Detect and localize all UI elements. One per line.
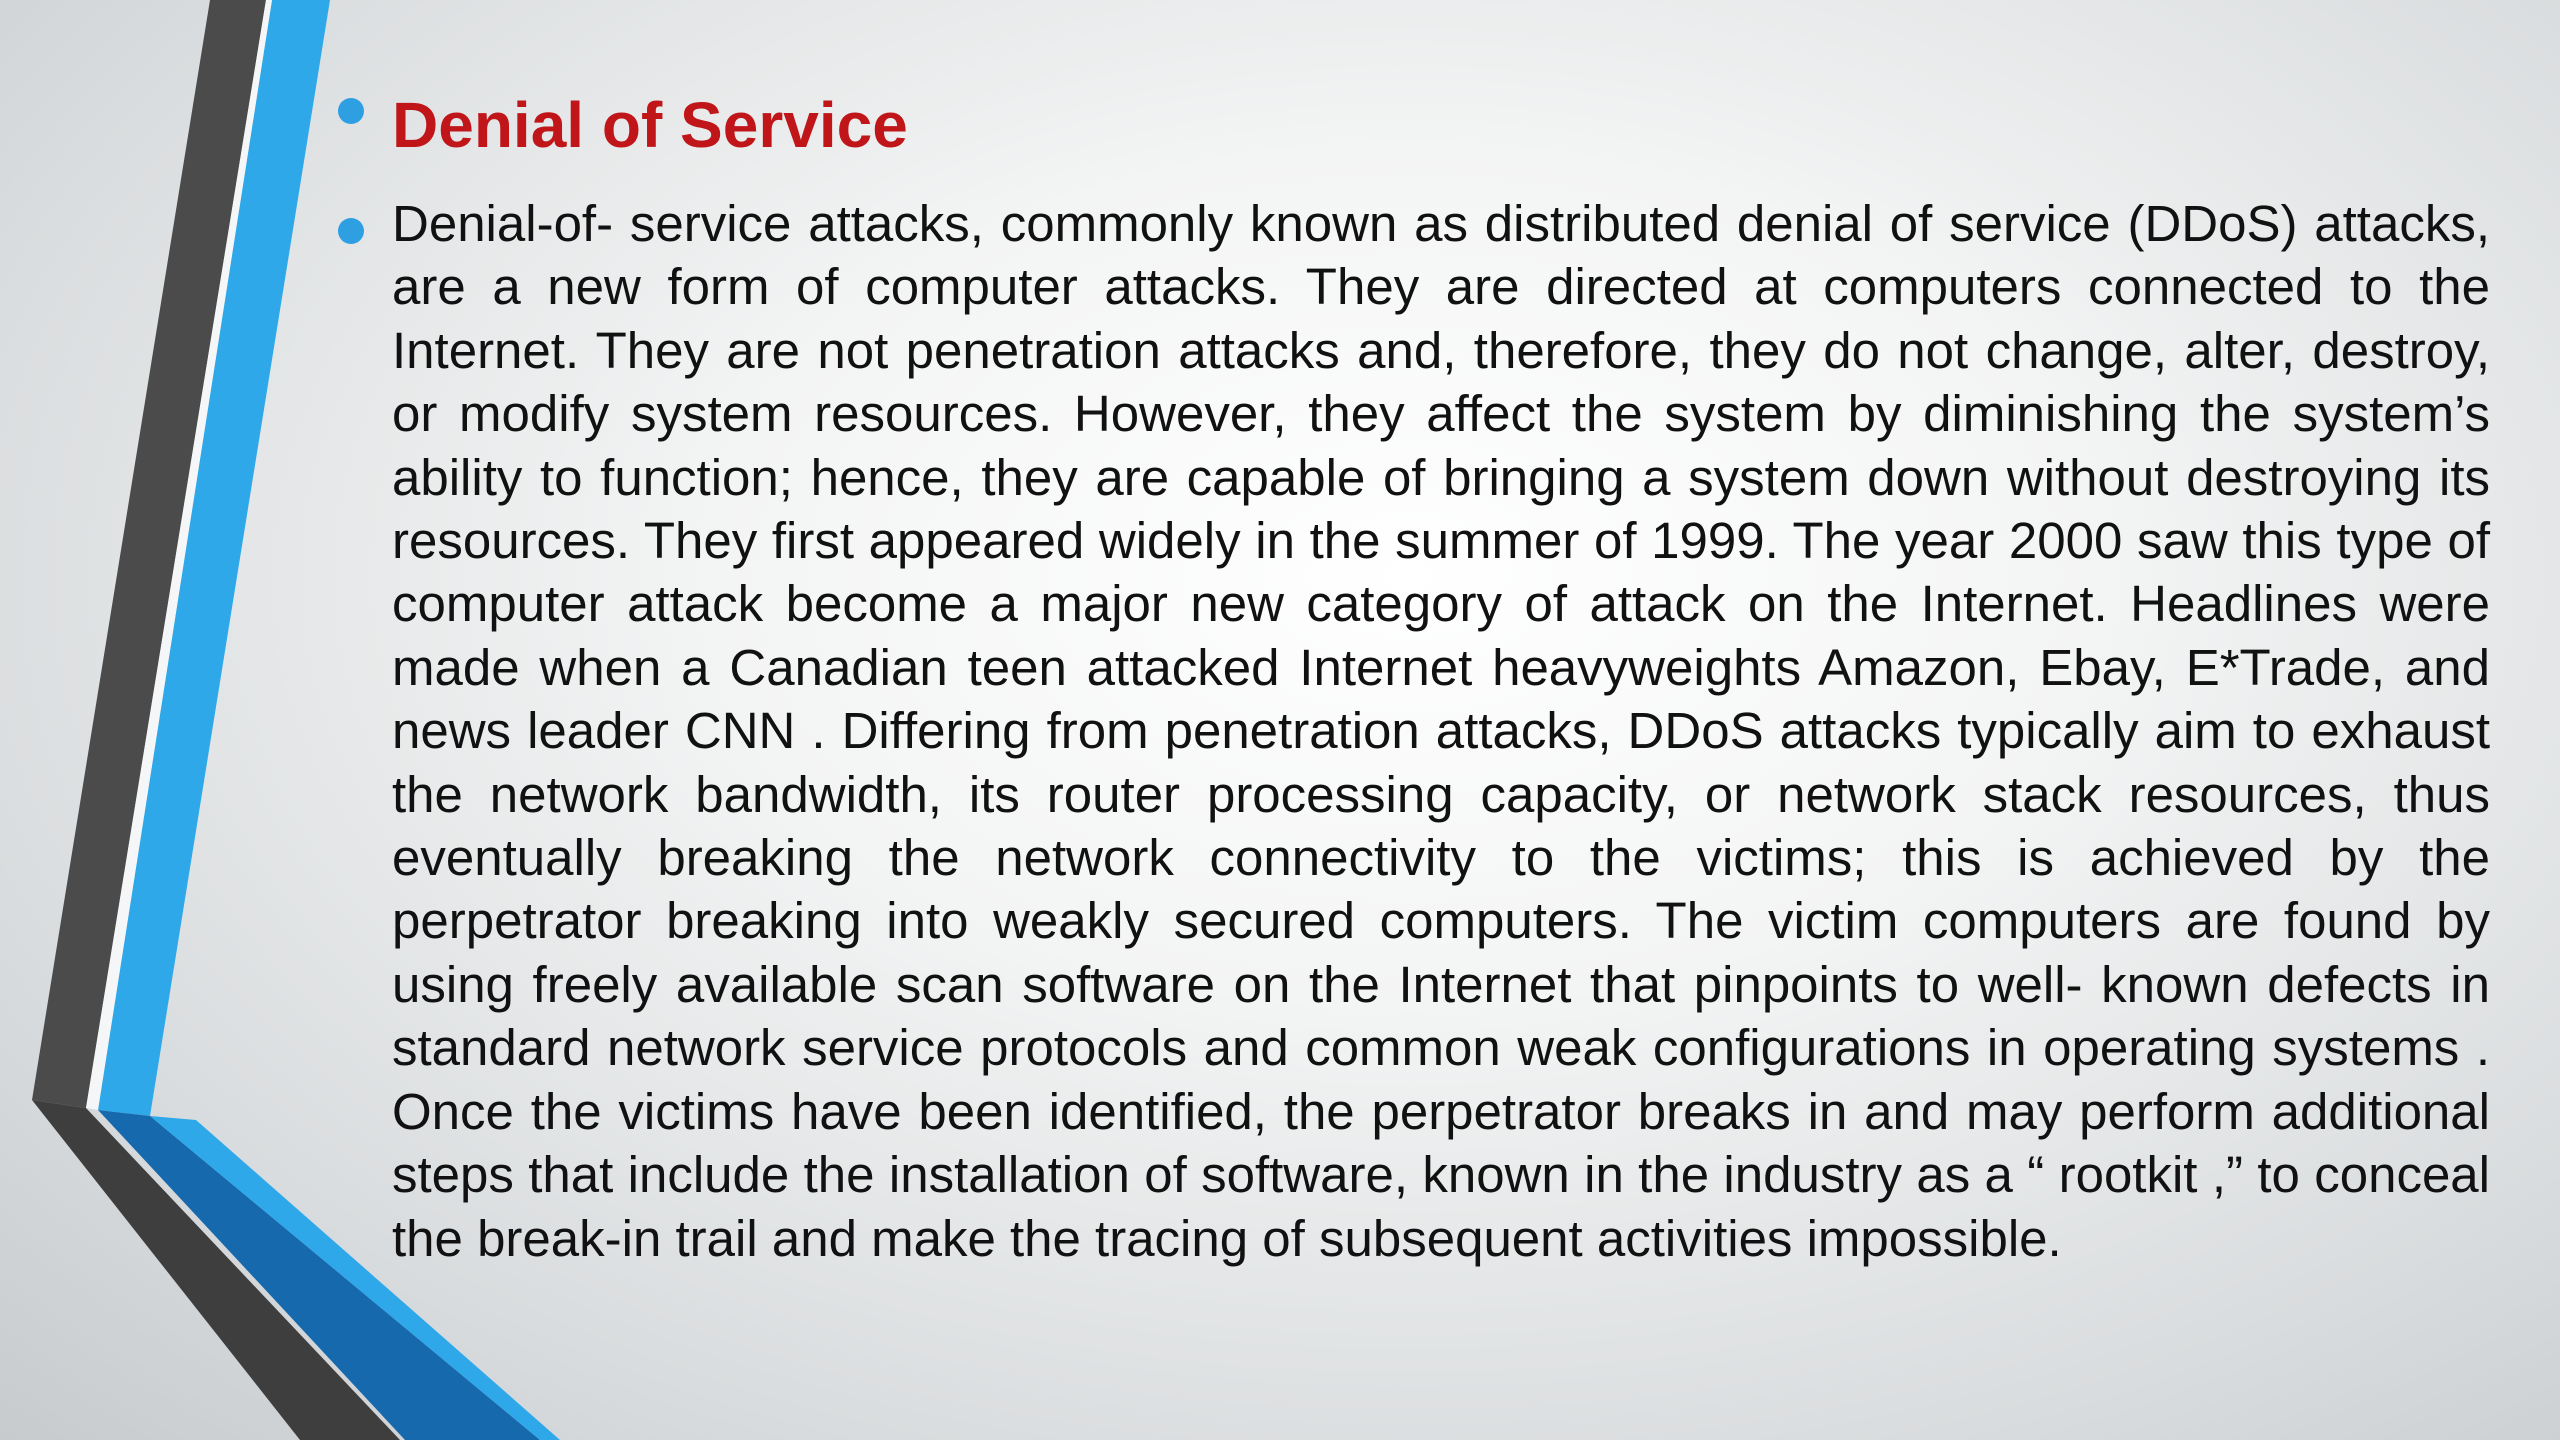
bullet-icon [338, 218, 364, 244]
slide-title: Denial of Service [392, 89, 908, 161]
bullet-list [330, 70, 2490, 1270]
slide-body-text: Denial-of- service attacks, commonly known as distributed denial of service (DDoS) attacks, are a new form of computer attacks. They are directed at computers connected to the Internet. They are not penetration attacks and, therefore, they do not change, alter, destroy, or modify system resources. However, they affect the system by diminishing the system’s ability to function; hence, they are capable of bringing a system down without destroying its resources. They first appeared widely in the summer of 1999. The year 2000 saw this type of computer attack become a major new category of attack on the Internet. Headlines were made when a Canadian teen attacked Internet heavyweights Amazon, Ebay, E*Trade, and news leader CNN . Differing from penetration attacks, DDoS attacks typically aim to exhaust the network bandwidth, its router processing capacity, or network stack resources, thus eventually breaking the network connectivity to the victims; this is achieved by the perpetrator breaking into weakly secured computers. The victim computers are found by using freely available scan software on the Internet that pinpoints to well- known defects in standard network service protocols and common weak configurations in operating systems . Once the victims have been identified, the perpetrator breaks in and may perform additional steps that include the installation of software, known in the industry as a “ rootkit ,” to conceal the break-in trail and make the tracing of subsequent activities impossible. [392, 195, 2490, 1267]
body-bullet-item [330, 180, 2490, 1270]
bullet-icon [338, 98, 364, 124]
title-bullet-item [330, 70, 2490, 180]
white-gap-line [86, 0, 272, 1110]
